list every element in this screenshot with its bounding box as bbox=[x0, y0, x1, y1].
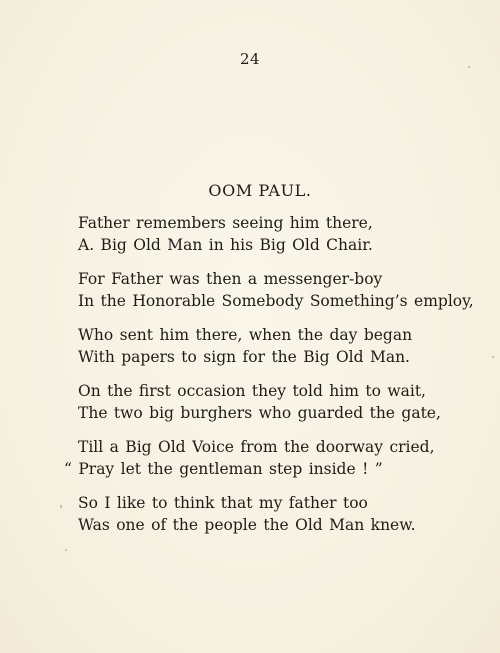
poem-line: A. Big Old Man in his Big Old Chair. bbox=[78, 236, 373, 254]
poem-line: So I like to think that my father too bbox=[78, 494, 368, 512]
poem-line: For Father was then a messenger-boy bbox=[78, 270, 383, 288]
poem-line: Father remembers seeing him there, bbox=[78, 214, 373, 232]
stanza-3 bbox=[78, 324, 458, 368]
paper-speck bbox=[468, 66, 470, 68]
poem-line: Till a Big Old Voice from the doorway cried, bbox=[78, 438, 435, 456]
poem-line: In the Honorable Somebody Something’s employ, bbox=[78, 292, 474, 310]
stanza-1 bbox=[78, 212, 458, 256]
stanza-6 bbox=[78, 492, 458, 536]
poem-line: “ Pray let the gentleman step inside ! ” bbox=[64, 460, 383, 478]
poem-body bbox=[64, 212, 474, 548]
paper-speck bbox=[492, 356, 494, 358]
poem-line: The two big burghers who guarded the gate, bbox=[78, 404, 441, 422]
poem-line: On the first occasion they told him to wait, bbox=[78, 382, 426, 400]
stanza-2 bbox=[78, 268, 474, 312]
poem-line: With papers to sign for the Big Old Man. bbox=[78, 348, 410, 366]
stanza-4 bbox=[78, 380, 458, 424]
paper-speck bbox=[65, 549, 67, 551]
poem-line: Who sent him there, when the day began bbox=[78, 326, 413, 344]
page-number: 24 bbox=[239, 50, 261, 68]
poem-title: OOM PAUL. bbox=[208, 181, 312, 200]
paper-speck bbox=[60, 505, 62, 508]
poem-line: Was one of the people the Old Man knew. bbox=[78, 516, 416, 534]
stanza-5 bbox=[64, 436, 458, 480]
